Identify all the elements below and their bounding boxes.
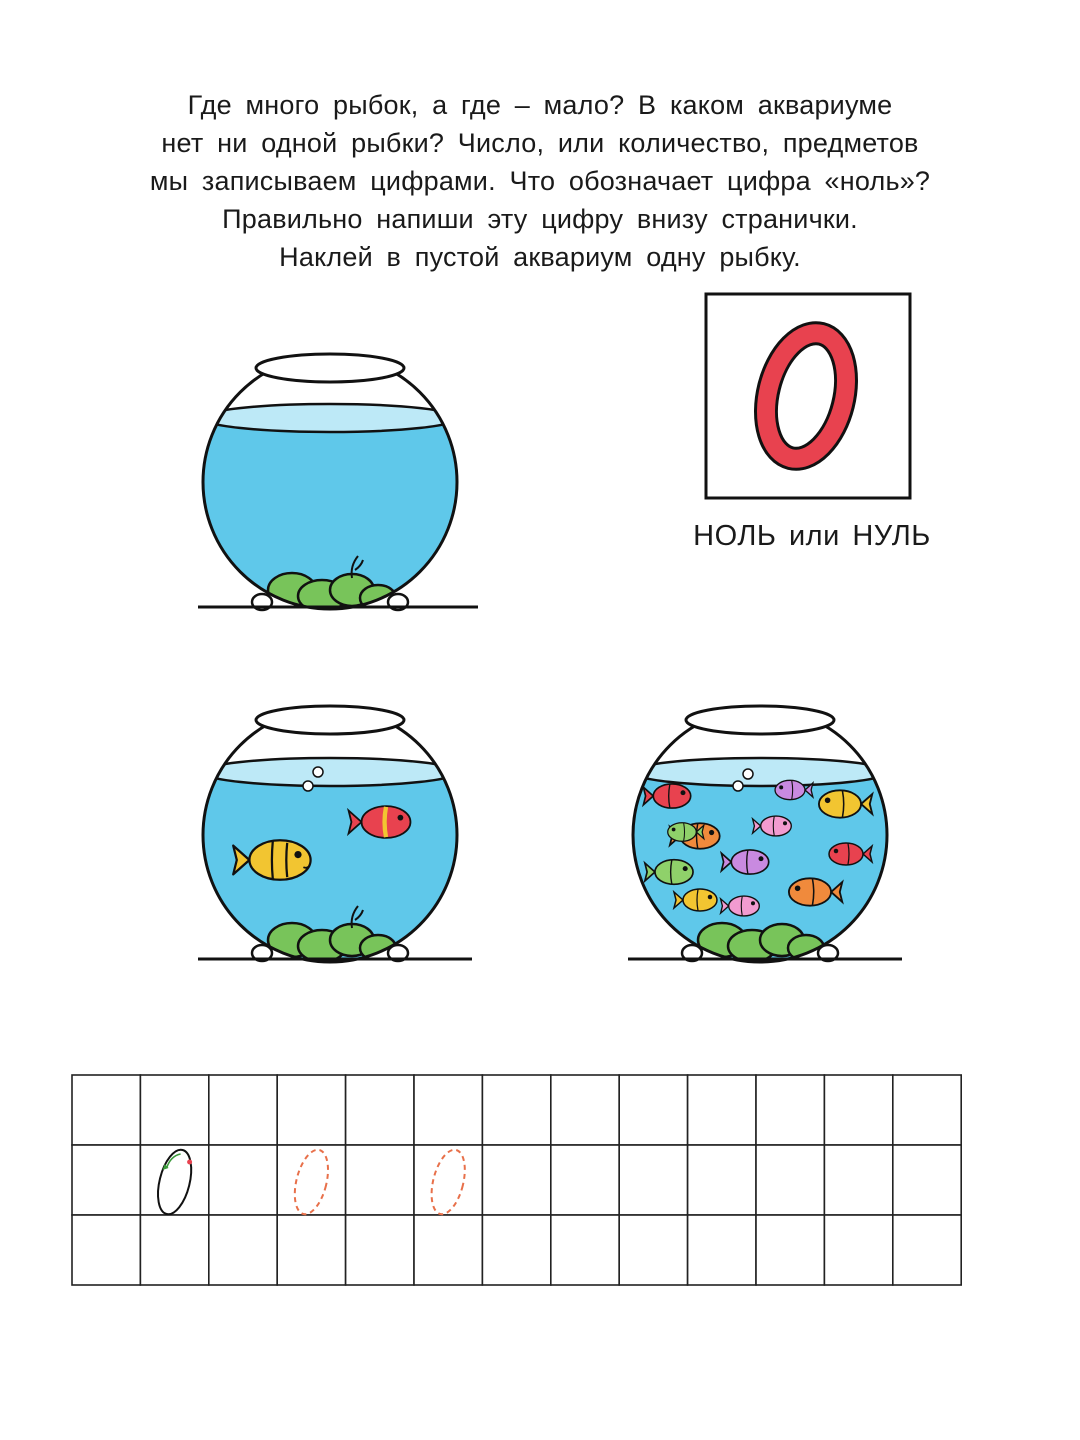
grid-cell[interactable]: [140, 1075, 208, 1145]
grid-cell[interactable]: [756, 1075, 824, 1145]
grid-cell[interactable]: [277, 1215, 345, 1285]
instruction-line: Наклей в пустой аквариум одну рыбку.: [279, 242, 801, 272]
instruction-line: нет ни одной рыбки? Число, или количество, предметов: [161, 128, 919, 158]
grid-cell[interactable]: [414, 1215, 482, 1285]
grid-cell[interactable]: [140, 1215, 208, 1285]
digit-card: [706, 294, 910, 498]
digit-name-label: НОЛЬ или НУЛЬ: [693, 520, 931, 552]
grid-cell[interactable]: [72, 1145, 140, 1215]
aquarium-many-fish: [620, 706, 902, 980]
grid-cell[interactable]: [688, 1145, 756, 1215]
grid-cell[interactable]: [209, 1075, 277, 1145]
grid-cell[interactable]: [619, 1215, 687, 1285]
grid-cell[interactable]: [72, 1215, 140, 1285]
grid-cell[interactable]: [482, 1145, 550, 1215]
grid-cell[interactable]: [688, 1215, 756, 1285]
grid-cell[interactable]: [551, 1075, 619, 1145]
grid-cell[interactable]: [72, 1075, 140, 1145]
instruction-line: Правильно напиши эту цифру внизу странички.: [222, 204, 858, 234]
grid-cell[interactable]: [482, 1075, 550, 1145]
grid-cell[interactable]: [346, 1215, 414, 1285]
grid-cell[interactable]: [619, 1145, 687, 1215]
aquarium-few-fish: [190, 706, 472, 980]
grid-cell[interactable]: [551, 1145, 619, 1215]
practice-grid[interactable]: [72, 1075, 961, 1285]
grid-cell[interactable]: [824, 1145, 892, 1215]
grid-cell[interactable]: [893, 1215, 961, 1285]
grid-cell[interactable]: [209, 1215, 277, 1285]
grid-cell[interactable]: [414, 1075, 482, 1145]
grid-cell[interactable]: [619, 1075, 687, 1145]
grid-cell[interactable]: [688, 1075, 756, 1145]
instruction-line: Где много рыбок, а где – мало? В каком аквариуме: [187, 90, 893, 120]
grid-cell[interactable]: [277, 1075, 345, 1145]
grid-cell[interactable]: [824, 1075, 892, 1145]
aquarium-empty: [190, 354, 478, 620]
grid-cell[interactable]: [756, 1145, 824, 1215]
grid-cell[interactable]: [209, 1145, 277, 1215]
grid-cell[interactable]: [346, 1075, 414, 1145]
grid-cell[interactable]: [893, 1075, 961, 1145]
grid-cell[interactable]: [893, 1145, 961, 1215]
grid-cell[interactable]: [756, 1215, 824, 1285]
grid-cell[interactable]: [551, 1215, 619, 1285]
grid-cell[interactable]: [277, 1145, 345, 1215]
grid-cell[interactable]: [824, 1215, 892, 1285]
grid-cell[interactable]: [346, 1145, 414, 1215]
grid-cell[interactable]: [482, 1215, 550, 1285]
grid-cell[interactable]: [414, 1145, 482, 1215]
instruction-line: мы записываем цифрами. Что обозначает цифра «ноль»?: [149, 166, 931, 196]
